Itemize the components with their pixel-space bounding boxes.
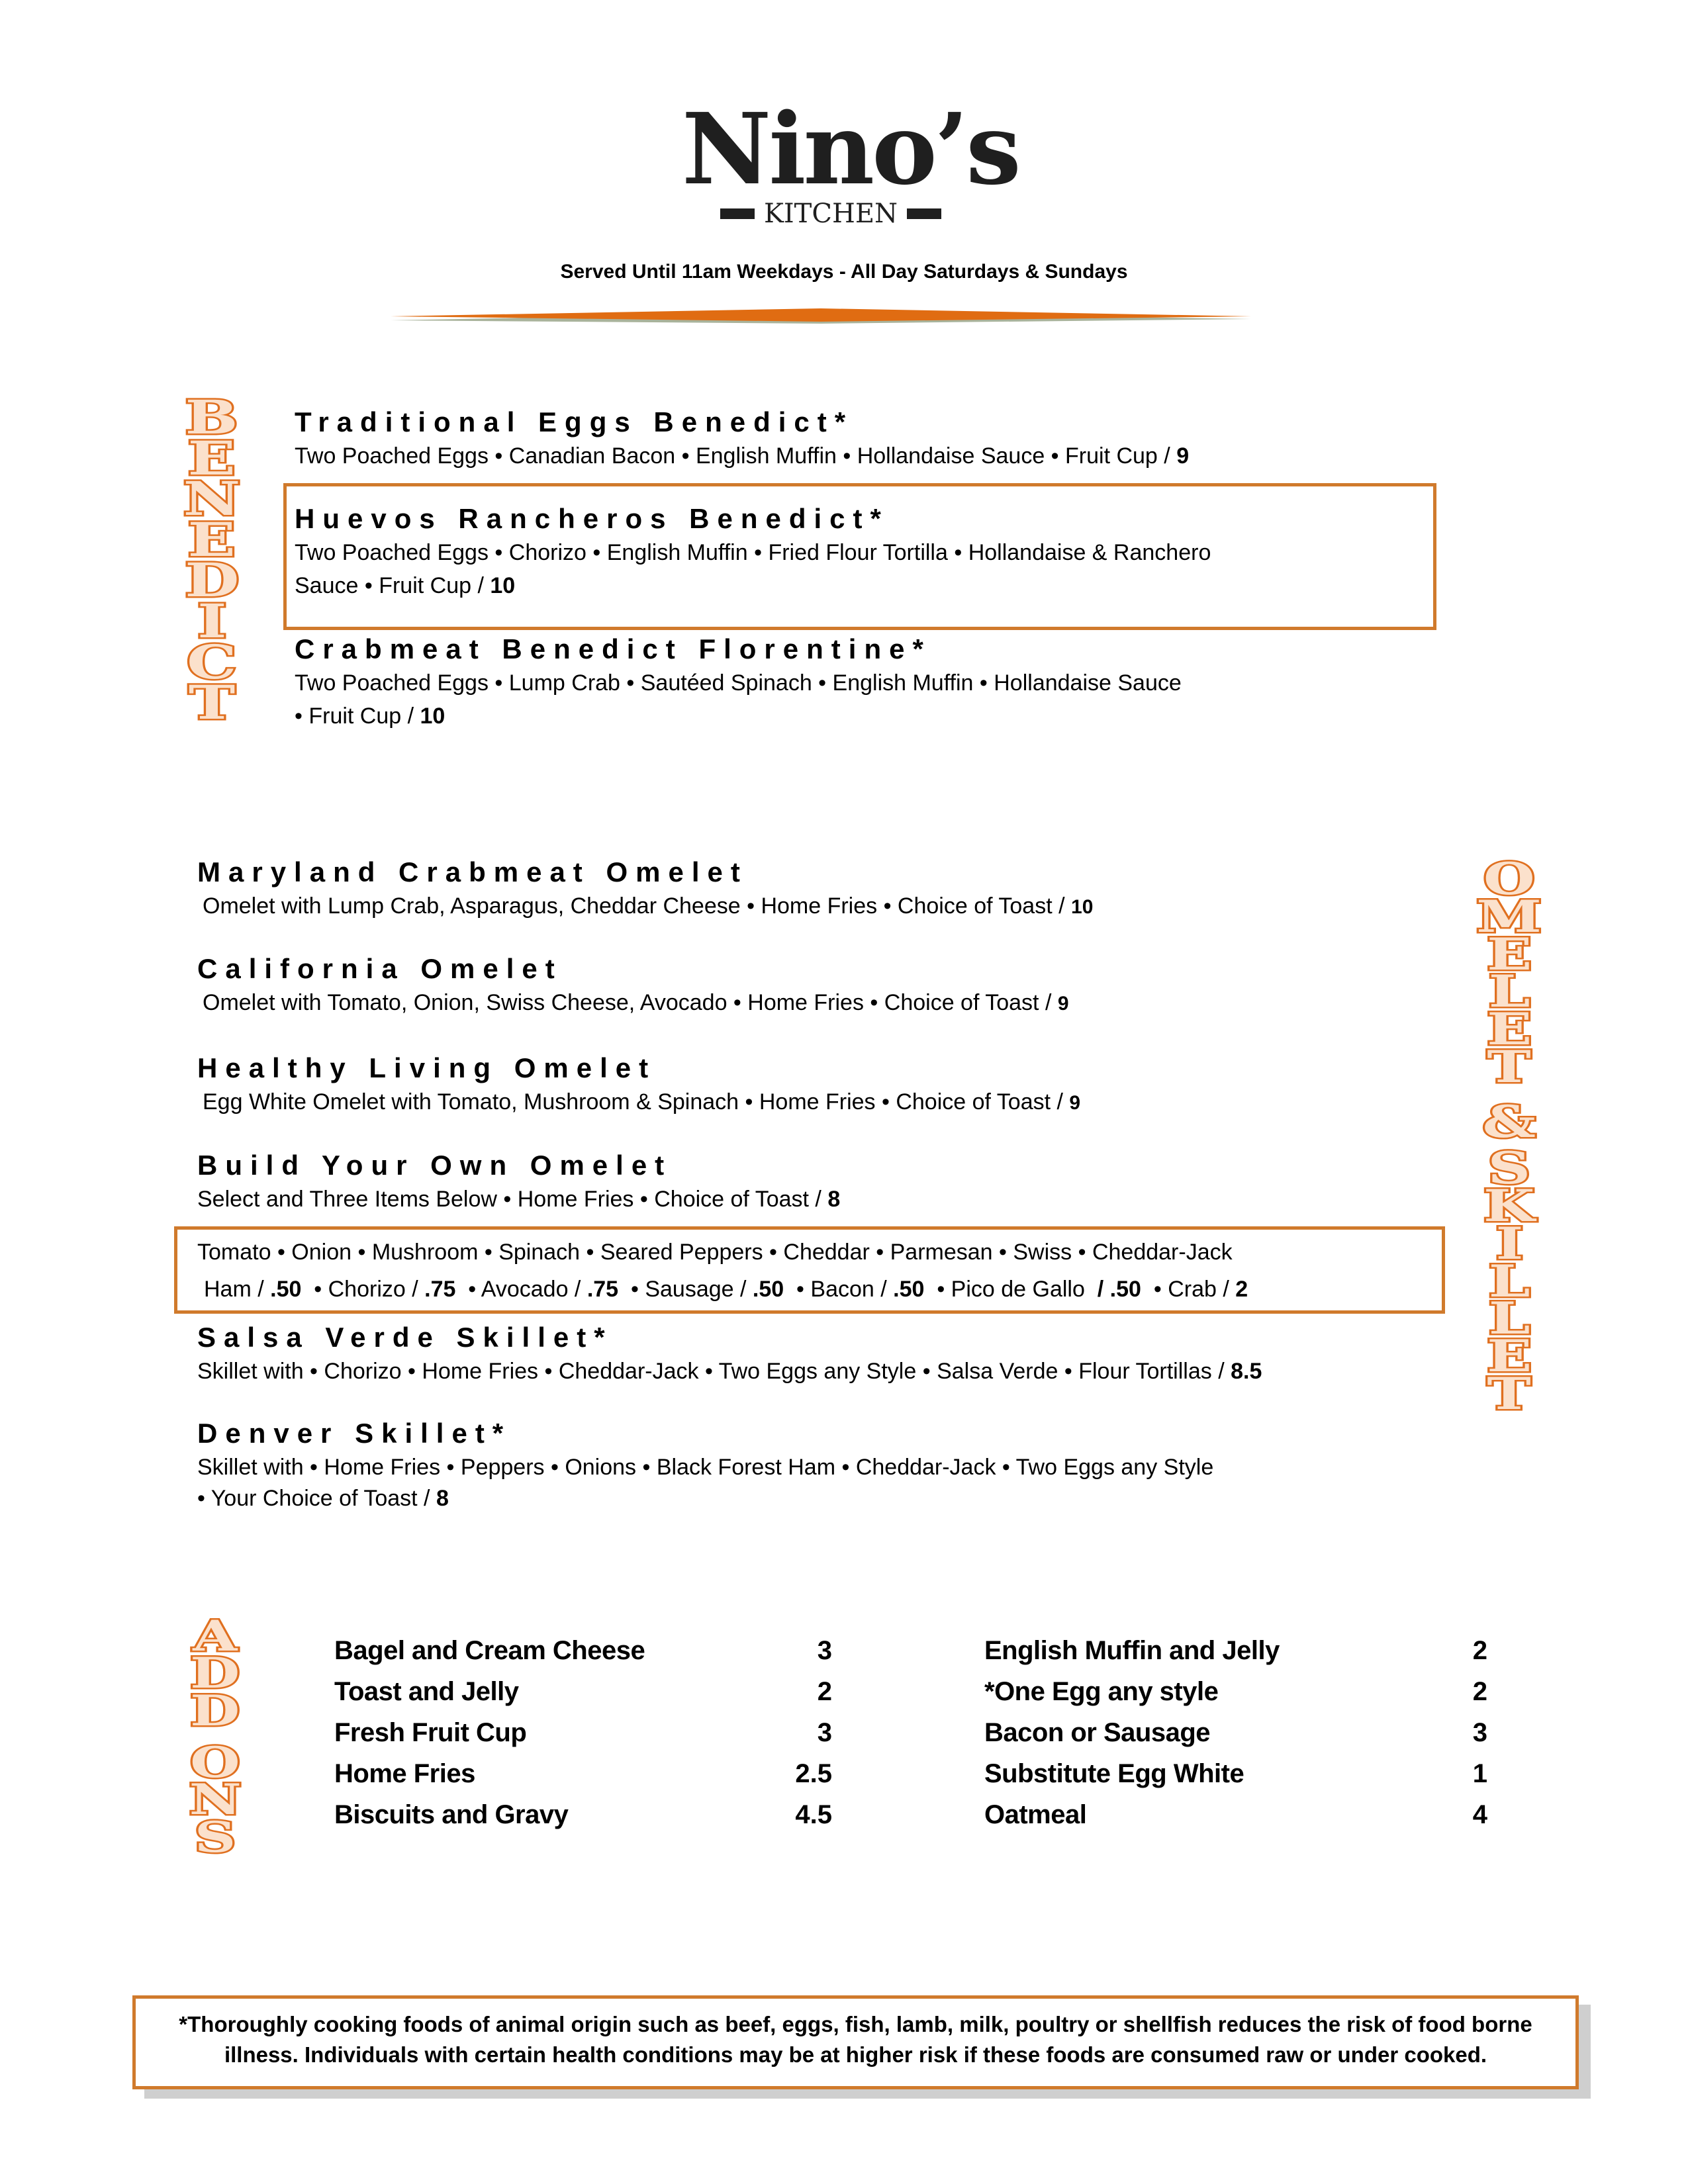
item-description-line2: • Fruit Cup / 10 (295, 704, 445, 729)
item-price: 8.5 (1231, 1359, 1262, 1384)
label-letter: A (193, 1612, 238, 1661)
item-description-line2: Sauce • Fruit Cup / 10 (295, 573, 516, 598)
extra-crab: • Crab / (1141, 1277, 1236, 1302)
label-letter: E (187, 512, 236, 567)
label-letter: S (194, 1812, 236, 1862)
label-letter: E (187, 430, 236, 486)
extra-bacon: • Bacon / (784, 1277, 894, 1302)
label-letter: D (190, 1686, 240, 1736)
item-price: 10 (1071, 896, 1094, 918)
omelet-skillet-section-label (1460, 853, 1559, 1420)
notice-line-2: illness. Individuals with certain health conditions may be at higher risk if these foods are consumed raw or under cooked. (224, 2042, 1487, 2067)
label-letter: L (1488, 1293, 1530, 1345)
item-price: 9 (1069, 1092, 1081, 1114)
extra-options-line: Ham / .50 • Chorizo / .75 • Avocado / .75 • Sausage / .50 • Bacon / .50 • Pico de Gallo / .50 • Crab / 2 (204, 1277, 1248, 1302)
label-letter: B (185, 390, 238, 445)
free-options-line: Tomato • Onion • Mushroom • Spinach • Seared Peppers • Cheddar • Parmesan • Swiss • Cheddar-Jack (197, 1240, 1233, 1265)
item-title: Maryland Crabmeat Omelet (197, 856, 748, 887)
addon-price: 4.5 (795, 1800, 832, 1829)
item-price: 9 (1057, 993, 1069, 1015)
label-letter: O (190, 1737, 240, 1788)
extra-sausage: • Sausage / (618, 1277, 753, 1302)
label-letter: K (1483, 1180, 1535, 1232)
label-letter: E (1487, 1003, 1532, 1055)
item-description: Select and Three Items Below • Home Fries • Choice of Toast / 8 (197, 1187, 841, 1212)
item-title: California Omelet (197, 953, 563, 984)
item-description: Omelet with Lump Crab, Asparagus, Cheddar Cheese • Home Fries • Choice of Toast / 10 (203, 893, 1094, 919)
label-letter: D (190, 1649, 240, 1699)
label-letter: T (188, 675, 236, 731)
menu-item-build-your-own-omelet (197, 1148, 1422, 1216)
item-price: 8 (827, 1187, 841, 1212)
item-title: Build Your Own Omelet (197, 1150, 673, 1181)
logo-subtitle-text: KITCHEN (763, 199, 898, 229)
serving-hours: Served Until 11am Weekdays - All Day Saturdays & Sundays (560, 261, 1128, 283)
label-letter: M (1476, 890, 1542, 942)
label-letter: L (1488, 966, 1530, 1018)
logo-bar-left (720, 208, 755, 219)
item-description: Egg White Omelet with Tomato, Mushroom & Spinach • Home Fries • Choice of Toast / 9 (203, 1089, 1081, 1115)
logo-bar-right (907, 208, 941, 219)
addon-price: 3 (817, 1718, 832, 1747)
item-title: Healthy Living Omelet (197, 1052, 657, 1083)
label-letter: T (1487, 1367, 1532, 1420)
label-letter: N (189, 1775, 242, 1825)
label-letter: I (1495, 1217, 1523, 1269)
label-letter: O (1483, 853, 1535, 905)
label-letter: E (1487, 928, 1532, 980)
item-title: Traditional Eggs Benedict* (295, 406, 854, 437)
menu-item-crabmeat-benedict-florentine (295, 632, 1420, 733)
addon-item: Bagel and Cream Cheese 3 (334, 1630, 832, 1671)
addon-price: 2 (1472, 1636, 1487, 1665)
label-letter: N (183, 471, 241, 527)
menu-item-denver-skillet (197, 1416, 1422, 1513)
label-letter: T (1487, 1040, 1532, 1093)
build-your-own-options-box (174, 1226, 1445, 1314)
item-price: 10 (420, 704, 445, 729)
label-letter: I (197, 593, 227, 649)
menu-item-huevos-rancheros-benedict (295, 502, 1420, 602)
addon-item: English Muffin and Jelly 2 (984, 1630, 1487, 1671)
food-safety-notice (132, 1995, 1579, 2089)
label-letter: D (185, 553, 239, 608)
benedict-section-label (165, 390, 258, 731)
extra-avocado: • Avocado / (455, 1277, 587, 1302)
item-description-line1: Two Poached Eggs • Chorizo • English Muffin • Fried Flour Tortilla • Hollandaise & Ranchero (295, 540, 1211, 565)
addon-price: 3 (1472, 1718, 1487, 1747)
item-description: Omelet with Tomato, Onion, Swiss Cheese, Avocado • Home Fries • Choice of Toast / 9 (203, 990, 1069, 1015)
label-letter: E (1487, 1330, 1532, 1382)
addon-price: 2 (1472, 1677, 1487, 1706)
item-title: Huevos Rancheros Benedict* (295, 503, 889, 534)
item-title: Denver Skillet* (197, 1418, 512, 1449)
addon-item: Biscuits and Gravy 4.5 (334, 1794, 832, 1835)
decorative-divider (391, 306, 1251, 326)
extra-chorizo: • Chorizo / (301, 1277, 425, 1302)
menu-item-salsa-verde-skillet (197, 1320, 1422, 1388)
item-price: 9 (1176, 443, 1190, 469)
addon-price: 4 (1472, 1800, 1487, 1829)
item-price: 8 (436, 1486, 449, 1511)
item-title: Salsa Verde Skillet* (197, 1322, 613, 1353)
item-description-line2: • Your Choice of Toast / 8 (197, 1486, 449, 1511)
addon-item: Oatmeal 4 (984, 1794, 1487, 1835)
item-description-line1: Skillet with • Home Fries • Peppers • Onions • Black Forest Ham • Cheddar-Jack • Two Eggs any Style (197, 1455, 1214, 1480)
addon-price: 3 (817, 1636, 832, 1665)
addon-item: Bacon or Sausage 3 (984, 1712, 1487, 1753)
restaurant-logo: Nino’s (682, 91, 1019, 206)
item-description-line1: Two Poached Eggs • Lump Crab • Sautéed Spinach • English Muffin • Hollandaise Sauce (295, 670, 1182, 696)
addons-section-label (169, 1612, 261, 1862)
label-letter: & (1482, 1095, 1536, 1148)
logo-subtitle (682, 199, 980, 229)
extra-pico-de-gallo: • Pico de Gallo (924, 1277, 1098, 1302)
addon-item: Substitute Egg White 1 (984, 1753, 1487, 1794)
addon-price: 1 (1472, 1759, 1487, 1788)
addon-item: Home Fries 2.5 (334, 1753, 832, 1794)
item-description: Two Poached Eggs • Canadian Bacon • English Muffin • Hollandaise Sauce • Fruit Cup / 9 (295, 443, 1190, 469)
addon-item: *One Egg any style 2 (984, 1671, 1487, 1712)
notice-line-1: *Thoroughly cooking foods of animal origin such as beef, eggs, fish, lamb, milk, poultry or shellfish reduces the risk of food borne (179, 2012, 1532, 2036)
menu-item-maryland-crabmeat-omelet (197, 855, 1422, 924)
menu-item-healthy-living-omelet (197, 1051, 1422, 1120)
addon-price: 2 (817, 1677, 832, 1706)
item-price: 10 (490, 573, 516, 598)
label-letter: C (187, 634, 237, 690)
addon-item: Toast and Jelly 2 (334, 1671, 832, 1712)
item-title: Crabmeat Benedict Florentine* (295, 633, 931, 664)
menu-item-traditional-eggs-benedict (295, 405, 1420, 473)
item-description: Skillet with • Chorizo • Home Fries • Cheddar-Jack • Two Eggs any Style • Salsa Verde • Flour Tortillas / 8.5 (197, 1359, 1262, 1384)
addon-price: 2.5 (795, 1759, 832, 1788)
menu-item-california-omelet (197, 952, 1422, 1021)
addon-item: Fresh Fruit Cup 3 (334, 1712, 832, 1753)
label-letter: L (1488, 1255, 1530, 1307)
label-letter: S (1487, 1142, 1531, 1195)
extra-ham: Ham / (204, 1277, 271, 1302)
